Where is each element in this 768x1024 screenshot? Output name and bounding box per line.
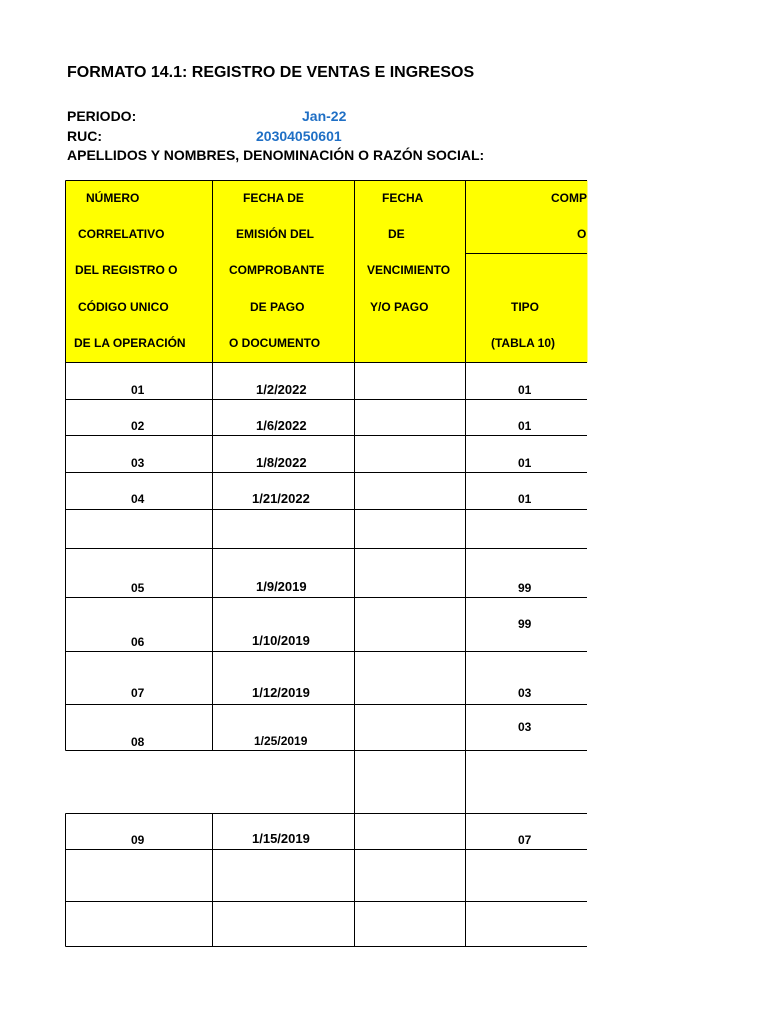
row-tipo: 99 <box>518 617 532 631</box>
ruc-label: RUC: <box>67 128 102 144</box>
header-col3-line2: DE <box>388 227 405 241</box>
razon-social-label: APELLIDOS Y NOMBRES, DENOMINACIÓN O RAZÓN SOCIAL: <box>67 147 485 163</box>
row-fecha: 1/25/2019 <box>254 734 308 748</box>
row-num: 01 <box>131 383 145 397</box>
row-fecha: 1/9/2019 <box>256 579 307 594</box>
row-num: 09 <box>131 833 145 847</box>
header-col2-line2: EMISIÓN DEL <box>236 227 315 241</box>
row-tipo: 01 <box>518 383 532 397</box>
row-num: 08 <box>131 735 145 749</box>
periodo-value: Jan-22 <box>302 108 347 124</box>
row-tipo: 01 <box>518 419 532 433</box>
header-col2-line1: FECHA DE <box>243 191 304 205</box>
row-tipo: 01 <box>518 492 532 506</box>
header-col2-line5: O DOCUMENTO <box>229 336 321 350</box>
row-fecha: 1/8/2022 <box>256 455 307 470</box>
periodo-label: PERIODO: <box>67 108 137 124</box>
header-col4-line1: TIPO <box>511 300 540 314</box>
row-tipo: 99 <box>518 581 532 595</box>
header-col1-line4: CÓDIGO UNICO <box>78 300 169 314</box>
header-col1-line3: DEL REGISTRO O <box>75 263 178 277</box>
row-tipo: 03 <box>518 686 532 700</box>
ruc-value: 20304050601 <box>256 128 342 144</box>
header-col3-line4: Y/O PAGO <box>370 300 429 314</box>
row-fecha: 1/15/2019 <box>252 831 310 846</box>
header-col1-line1: NÚMERO <box>86 191 140 205</box>
row-fecha: 1/21/2022 <box>252 491 310 506</box>
row-fecha: 1/2/2022 <box>256 382 307 397</box>
row-num: 06 <box>131 635 145 649</box>
header-col4-top-line2: O <box>577 227 587 241</box>
row-num: 05 <box>131 581 145 595</box>
row-tipo: 03 <box>518 720 532 734</box>
document-title: FORMATO 14.1: REGISTRO DE VENTAS E INGRESOS <box>67 64 475 81</box>
row-num: 04 <box>131 492 145 506</box>
row-tipo: 07 <box>518 833 532 847</box>
row-num: 03 <box>131 456 145 470</box>
header-col1-line2: CORRELATIVO <box>78 227 165 241</box>
row-num: 07 <box>131 686 145 700</box>
header-col2-line3: COMPROBANTE <box>229 263 325 277</box>
row-num: 02 <box>131 419 145 433</box>
header-col3-line3: VENCIMIENTO <box>367 263 451 277</box>
row-tipo: 01 <box>518 456 532 470</box>
header-col1-line5: DE LA OPERACIÓN <box>74 336 186 350</box>
header-col4-top-line1: COMP <box>551 191 587 205</box>
row-fecha: 1/6/2022 <box>256 418 307 433</box>
row-fecha: 1/10/2019 <box>252 633 310 648</box>
header-col4-line2: (TABLA 10) <box>491 336 555 350</box>
header-col2-line4: DE PAGO <box>250 300 305 314</box>
row-fecha: 1/12/2019 <box>252 685 310 700</box>
header-col3-line1: FECHA <box>382 191 424 205</box>
